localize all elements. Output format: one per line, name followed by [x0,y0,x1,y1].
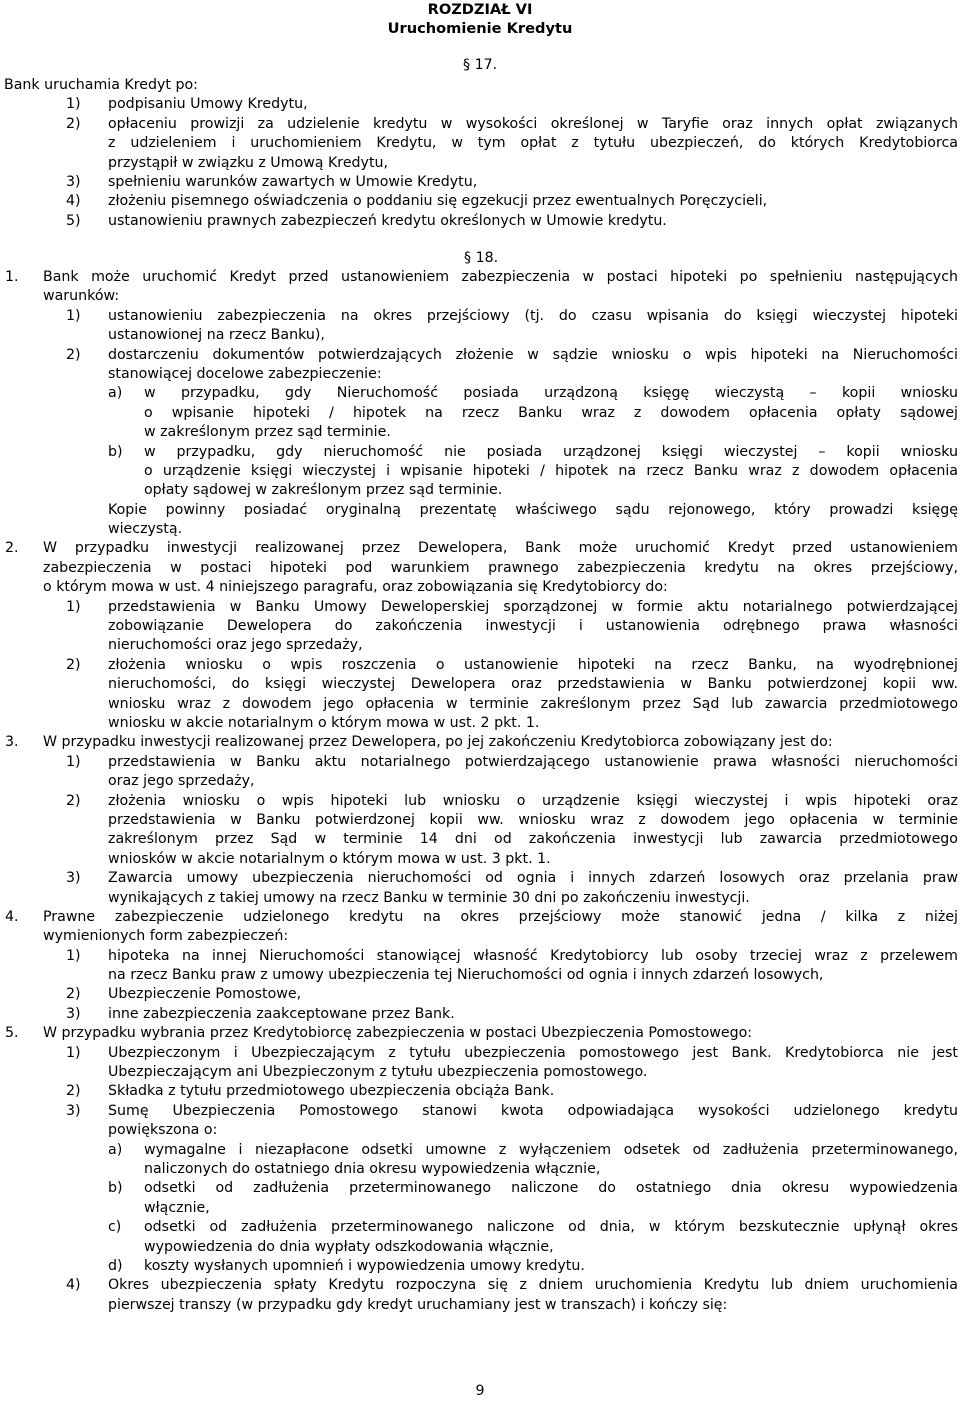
paragraph-1-line: Bank może uruchomić Kredyt przed ustanowieniem zabezpieczenia w postaci hipoteki po spełnieniu następujących [43,269,958,285]
paragraph-5-subitem-line: naliczonych do ostatniego dnia okresu wypowiedzenia włącznie, [144,1160,601,1177]
paragraph-3-item-line: wynikających z takiej umowy na rzecz Banku w terminie 30 dni po zakończeniu inwestycji. [108,889,750,906]
paragraph-2-item-line: wniosku wraz z dowodem jego opłacenia w terminie zakreślonym przez Sąd lub zawarcia przedmiotowego [108,695,958,712]
paragraph-3-item-line: zakreślonym przez Sąd w terminie 14 dni od zakończenia inwestycji lub zawarcia przedmiotowego [108,831,958,848]
paragraph-3-item-line: Zawarcia umowy ubezpieczenia nieruchomości od ognia i innych zdarzeń losowych oraz przelania praw [108,870,958,887]
paragraph-5-item-number: 4) [66,1277,81,1294]
paragraph-2-item-line: nieruchomości, do księgi wieczystej Dewelopera oraz przedstawienia w Banku potwierdzonej kopii ww. [108,676,958,693]
paragraph-1-item-number: 1) [66,307,81,324]
paragraph-5-item [0,1082,960,1101]
paragraph-4-item [0,985,960,1004]
paragraph-3-item-number: 3) [66,870,81,887]
paragraph-1-subitem-line: w przypadku, gdy Nieruchomość posiada urządzoną księgę wieczystą – kopii wniosku [144,385,958,402]
paragraph-2-item-line: zobowiązanie Dewelopera do zakończenia inwestycji i ustanowienia odrębnego prawa własności [108,618,958,635]
paragraph-1-item [0,307,960,346]
paragraph-1-subitem [0,384,960,442]
paragraph-2-item-number: 2) [66,656,81,673]
section-17-item-number: 4) [66,193,81,210]
paragraph-3-number: 3. [5,734,19,751]
section-17-item-line: z udzieleniem i uruchomieniem Kredytu, w tym opłat z tytułu ubezpieczeń, do których Kredytobiorca [108,135,958,152]
section-17-item-number: 2) [66,115,81,132]
paragraph-1-note-line: Kopie powinny posiadać oryginalną prezentatę właściwego sądu rejonowego, który prowadzi księgę [108,501,958,518]
paragraph-4-item-number: 1) [66,947,81,964]
paragraph-5-item-number: 2) [66,1083,81,1100]
section-17-item [0,212,960,231]
paragraph-5-line: W przypadku wybrania przez Kredytobiorcę zabezpieczenia w postaci Ubezpieczenia Pomostowego: [43,1025,753,1042]
paragraph-2-item-line: złożenia wniosku o wpis roszczenia o ustanowienie hipoteki na rzecz Banku, na wyodrębnionej [108,656,958,673]
section-17-item-number: 1) [66,96,81,113]
paragraph-5-subitem-line: wypowiedzenia do dnia wypłaty odszkodowania włącznie, [144,1238,554,1255]
paragraph-4-item-line: na rzecz Banku praw z umowy ubezpieczenia tej Nieruchomości od ognia i innych zdarzeń losowych, [108,967,824,984]
section-18-body [0,268,960,1315]
paragraph-5-item-line: Ubezpieczonym i Ubezpieczającym z tytułu ubezpieczenia pomostowego jest Bank. Kredytobiorca nie jest [108,1044,958,1061]
paragraph-5-subitem [0,1257,960,1276]
paragraph-5-item-line: pierwszej transzy (w przypadku gdy kredyt uruchamiany jest w transzach) i kończy się: [108,1296,728,1313]
section-17-intro: Bank uruchamia Kredyt po: [4,77,198,93]
paragraph-5-item [0,1276,960,1315]
paragraph-1-subitem-line: w zakreślonym przez sąd terminie. [144,424,391,441]
section-17-item-line: spełnieniu warunków zawartych w Umowie Kredytu, [108,173,478,190]
paragraph-5-subitem-number: a) [108,1141,123,1158]
paragraph-5-item [0,1044,960,1083]
paragraph-1-subitem [0,443,960,501]
paragraph-1-subitem-line: w przypadku, gdy nieruchomość nie posiada urządzonej księgi wieczystej – kopii wniosku [144,443,958,460]
paragraph-2-line: W przypadku inwestycji realizowanej przez Dewelopera, Bank może uruchomić Kredyt przed ustanowieniem [43,540,958,557]
paragraph-1-subitem-number: b) [108,443,123,460]
paragraph-3 [0,733,960,752]
paragraph-2-item [0,598,960,656]
paragraph-5-number: 5. [5,1025,19,1042]
paragraph-5-subitem-line: włącznie, [144,1199,210,1216]
paragraph-5-item-line: Ubezpieczającym ani Ubezpieczonym z tytułu ubezpieczenia pomostowego. [108,1064,648,1081]
paragraph-5-subitem-line: koszty wysłanych upomnień i wypowiedzenia umowy kredytu. [144,1257,585,1274]
paragraph-1 [0,268,960,307]
paragraph-5-item [0,1102,960,1141]
paragraph-5-subitem [0,1179,960,1218]
section-17-item-number: 3) [66,173,81,190]
paragraph-3-line: W przypadku inwestycji realizowanej przez Dewelopera, po jej zakończeniu Kredytobiorca zobowiązany jest do: [43,734,833,751]
paragraph-1-subitem-line: o urządzenie księgi wieczystej i wpisanie hipoteki / hipotek na rzecz Banku wraz z dowodem opłacenia [144,462,958,479]
paragraph-3-item-line: wniosków w akcie notarialnym o którym mowa w ust. 3 pkt. 1. [108,850,551,867]
paragraph-4-item [0,1005,960,1024]
paragraph-4-item [0,947,960,986]
section-17-item [0,192,960,211]
paragraph-3-item [0,792,960,870]
paragraph-4-line: Prawne zabezpieczenie udzielonego kredytu na okres przejściowy może stanowić jedna / kilka z niżej [43,908,958,925]
paragraph-1-note [0,501,960,540]
section-number-18: § 18. [464,250,499,266]
paragraph-1-subitem-line: opłaty sądowej w zakreślonym przez sąd terminie. [144,482,503,499]
section-17-item-number: 5) [66,212,81,229]
paragraph-5-subitem-line: odsetki od zadłużenia przeterminowanego naliczone do ostatniego dnia okresu wypowiedzenia [144,1180,958,1197]
paragraph-2-item-line: przedstawienia w Banku Umowy Deweloperskiej sporządzonej w formie aktu notarialnego potwierdzającej [108,598,958,615]
paragraph-3-item-line: złożenia wniosku o wpis hipoteki lub wniosku o urządzenie księgi wieczystej i wpis hipoteki oraz [108,792,958,809]
paragraph-1-subitem-number: a) [108,385,123,402]
paragraph-5-subitem-number: d) [108,1257,123,1274]
chapter-heading: ROZDZIAŁ VI [427,1,533,18]
paragraph-5-subitem-number: b) [108,1180,123,1197]
paragraph-3-item-number: 1) [66,753,81,770]
paragraph-1-item-line: stanowiącej docelowe zabezpieczenie: [108,365,382,382]
paragraph-2-item-line: wniosku w akcie notarialnym o którym mowa w ust. 2 pkt. 1. [108,714,540,731]
paragraph-5-subitem-line: odsetki od zadłużenia przeterminowanego naliczone od dnia, w którym bezskutecznie upłynął okres [144,1219,958,1236]
section-17-body [0,76,960,231]
paragraph-5-subitem-number: c) [108,1219,122,1236]
paragraph-1-item [0,346,960,385]
section-number-17: § 17. [463,57,498,73]
section-17-item-line: złożeniu pisemnego oświadczenia o poddaniu się egzekucji przez ewentualnych Poręczycieli, [108,193,768,210]
paragraph-4-item-line: inne zabezpieczenia zaakceptowane przez Bank. [108,1005,455,1022]
paragraph-1-item-number: 2) [66,346,81,363]
paragraph-4-item-line: Ubezpieczenie Pomostowe, [108,986,302,1003]
paragraph-2-item [0,656,960,734]
paragraph-2-line: zabezpieczenia w postaci hipoteki pod warunkiem prawnego zabezpieczenia kredytu na okres przejściowy, [43,559,958,576]
paragraph-5-item-line: Składka z tytułu przedmiotowego ubezpieczenia obciąża Bank. [108,1083,555,1100]
paragraph-2 [0,539,960,597]
paragraph-2-line: o którym mowa w ust. 4 niniejszego paragrafu, oraz zobowiązania się Kredytobiorcy do: [43,579,668,596]
section-17-item-line: opłaceniu prowizji za udzielenie kredytu w wysokości określonej w Taryfie oraz innych opłat związanych [108,115,958,132]
section-17-item [0,95,960,114]
section-17-item-line: ustanowieniu prawnych zabezpieczeń kredytu określonych w Umowie kredytu. [108,212,667,229]
paragraph-2-item-line: nieruchomości oraz jego sprzedaży, [108,637,363,654]
paragraph-1-line: warunków: [43,288,120,305]
paragraph-5-item-line: powiększona o: [108,1122,218,1139]
paragraph-3-item [0,869,960,908]
paragraph-3-item [0,753,960,792]
paragraph-4-number: 4. [5,908,19,925]
paragraph-5-item-number: 3) [66,1102,81,1119]
paragraph-5 [0,1024,960,1043]
paragraph-3-item-line: oraz jego sprzedaży, [108,773,255,790]
section-17-item [0,115,960,173]
paragraph-2-item-number: 1) [66,598,81,615]
section-17-item [0,173,960,192]
paragraph-5-subitem-line: wymagalne i niezapłacone odsetki umowne z wyłączeniem odsetek od zadłużenia przeterminowanego, [144,1141,958,1158]
paragraph-5-item-line: Sumę Ubezpieczenia Pomostowego stanowi kwota odpowiadająca wysokości udzielonego kredytu [108,1102,958,1119]
page-number: 9 [475,1383,485,1399]
paragraph-1-item-line: ustanowieniu zabezpieczenia na okres przejściowy (tj. do czasu wpisania do księgi wieczystej hipoteki [108,307,958,324]
paragraph-4-item-line: hipoteka na innej Nieruchomości stanowiącej własność Kredytobiorcy lub osoby trzeciej wraz z przelewem [108,947,958,964]
paragraph-4-item-number: 3) [66,1005,81,1022]
paragraph-4-line: wymienionych form zabezpieczeń: [43,928,289,945]
paragraph-2-number: 2. [5,540,19,557]
paragraph-4-item-number: 2) [66,986,81,1003]
paragraph-1-number: 1. [5,269,19,285]
paragraph-1-item-line: ustanowionej na rzecz Banku), [108,327,325,344]
paragraph-5-item-line: Okres ubezpieczenia spłaty Kredytu rozpoczyna się z dniem uruchomienia Kredytu lub dniem uruchomienia [108,1277,958,1294]
paragraph-1-item-line: dostarczeniu dokumentów potwierdzających złożenie w sądzie wniosku o wpis hipoteki na Nieruchomości [108,346,958,363]
paragraph-3-item-line: przedstawienia w Banku potwierdzonej kopii ww. wniosku wraz z dowodem jego opłacenia w terminie [108,811,958,828]
paragraph-3-item-line: przedstawienia w Banku aktu notarialnego potwierdzającego ustanowienie prawa własności nieruchomości [108,753,958,770]
paragraph-3-item-number: 2) [66,792,81,809]
chapter-title: Uruchomienie Kredytu [387,20,573,37]
section-17-item-line: podpisaniu Umowy Kredytu, [108,96,308,113]
paragraph-5-item-number: 1) [66,1044,81,1061]
section-17-item-line: przystąpił w związku z Umową Kredytu, [108,154,389,171]
paragraph-4 [0,908,960,947]
paragraph-5-subitem [0,1218,960,1257]
paragraph-1-subitem-line: o wpisanie hipoteki / hipotek na rzecz Banku wraz z dowodem opłacenia opłaty sądowej [144,404,958,421]
paragraph-5-subitem [0,1141,960,1180]
paragraph-1-note-line: wieczystą. [108,521,183,538]
